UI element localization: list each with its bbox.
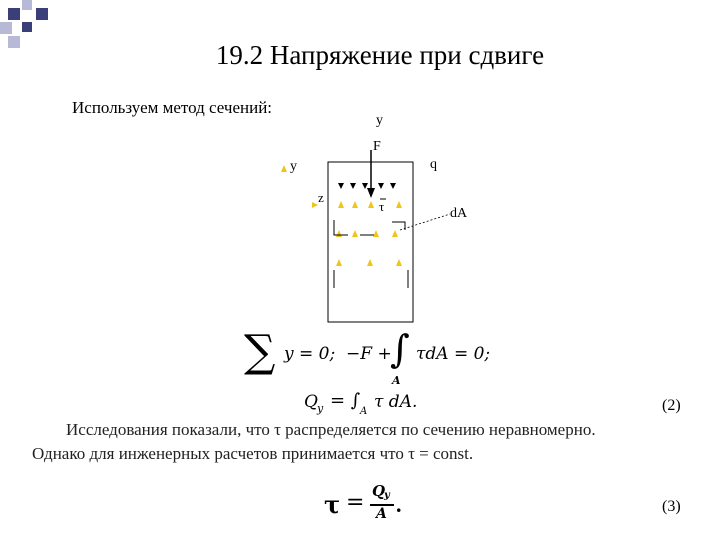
integral-limit: A bbox=[392, 374, 401, 387]
integrand: τdA = 0; bbox=[416, 344, 491, 364]
section-diagram bbox=[270, 110, 490, 325]
integral-symbol: ∫ bbox=[390, 327, 410, 371]
label-F: F bbox=[373, 139, 381, 154]
decor-square bbox=[22, 22, 32, 32]
text-line-2: Однако для инженерных расчетов принимается что τ = const. bbox=[32, 444, 474, 463]
label-dA: dA bbox=[450, 206, 468, 221]
force-term: −F + bbox=[346, 344, 392, 364]
sum-equation: y = 0; bbox=[284, 344, 336, 364]
tau-formula bbox=[324, 482, 424, 528]
text-line-1: Исследования показали, что τ распределяется по сечению неравномерно. bbox=[66, 420, 596, 439]
q-integrand: τ dA. bbox=[374, 392, 418, 412]
equilibrium-equation bbox=[244, 326, 504, 390]
decor-square bbox=[22, 0, 32, 10]
fraction-numerator-sub: y bbox=[384, 490, 390, 501]
label-y-left: y bbox=[290, 159, 297, 174]
y-axis-marker bbox=[281, 165, 287, 172]
label-q: q bbox=[430, 157, 437, 172]
section-bracket bbox=[334, 220, 348, 235]
shear-force-equation bbox=[304, 390, 444, 420]
subtitle: Используем метод сечений: bbox=[72, 98, 273, 117]
equation-number-3: (3) bbox=[662, 498, 681, 515]
tau-equals: = bbox=[346, 490, 365, 515]
label-tau: τ bbox=[379, 199, 385, 214]
q-limit: A bbox=[360, 406, 368, 417]
label-z: z bbox=[318, 190, 324, 205]
force-arrowhead bbox=[367, 188, 375, 198]
fraction-numerator: Q bbox=[372, 482, 386, 500]
q-subscript: y bbox=[317, 402, 324, 415]
slide-title: 19.2 Напряжение при сдвиге bbox=[215, 40, 545, 70]
dA-element bbox=[392, 222, 405, 230]
label-y-top: y bbox=[376, 113, 383, 128]
dA-leader bbox=[400, 214, 450, 230]
tau-symbol: τ bbox=[324, 490, 341, 519]
load-arrows bbox=[338, 183, 396, 189]
tau-arrows bbox=[336, 201, 402, 266]
equation-number-2: (2) bbox=[662, 397, 681, 414]
decor-square bbox=[8, 8, 20, 20]
fraction-denominator: A bbox=[376, 506, 387, 522]
decor-square bbox=[0, 22, 12, 34]
fraction-dot: . bbox=[396, 492, 402, 517]
q-symbol: Q bbox=[304, 392, 318, 412]
decor-square bbox=[36, 8, 48, 20]
sum-symbol: ∑ bbox=[244, 326, 276, 377]
q-equals-integral: = ∫ bbox=[330, 390, 361, 411]
